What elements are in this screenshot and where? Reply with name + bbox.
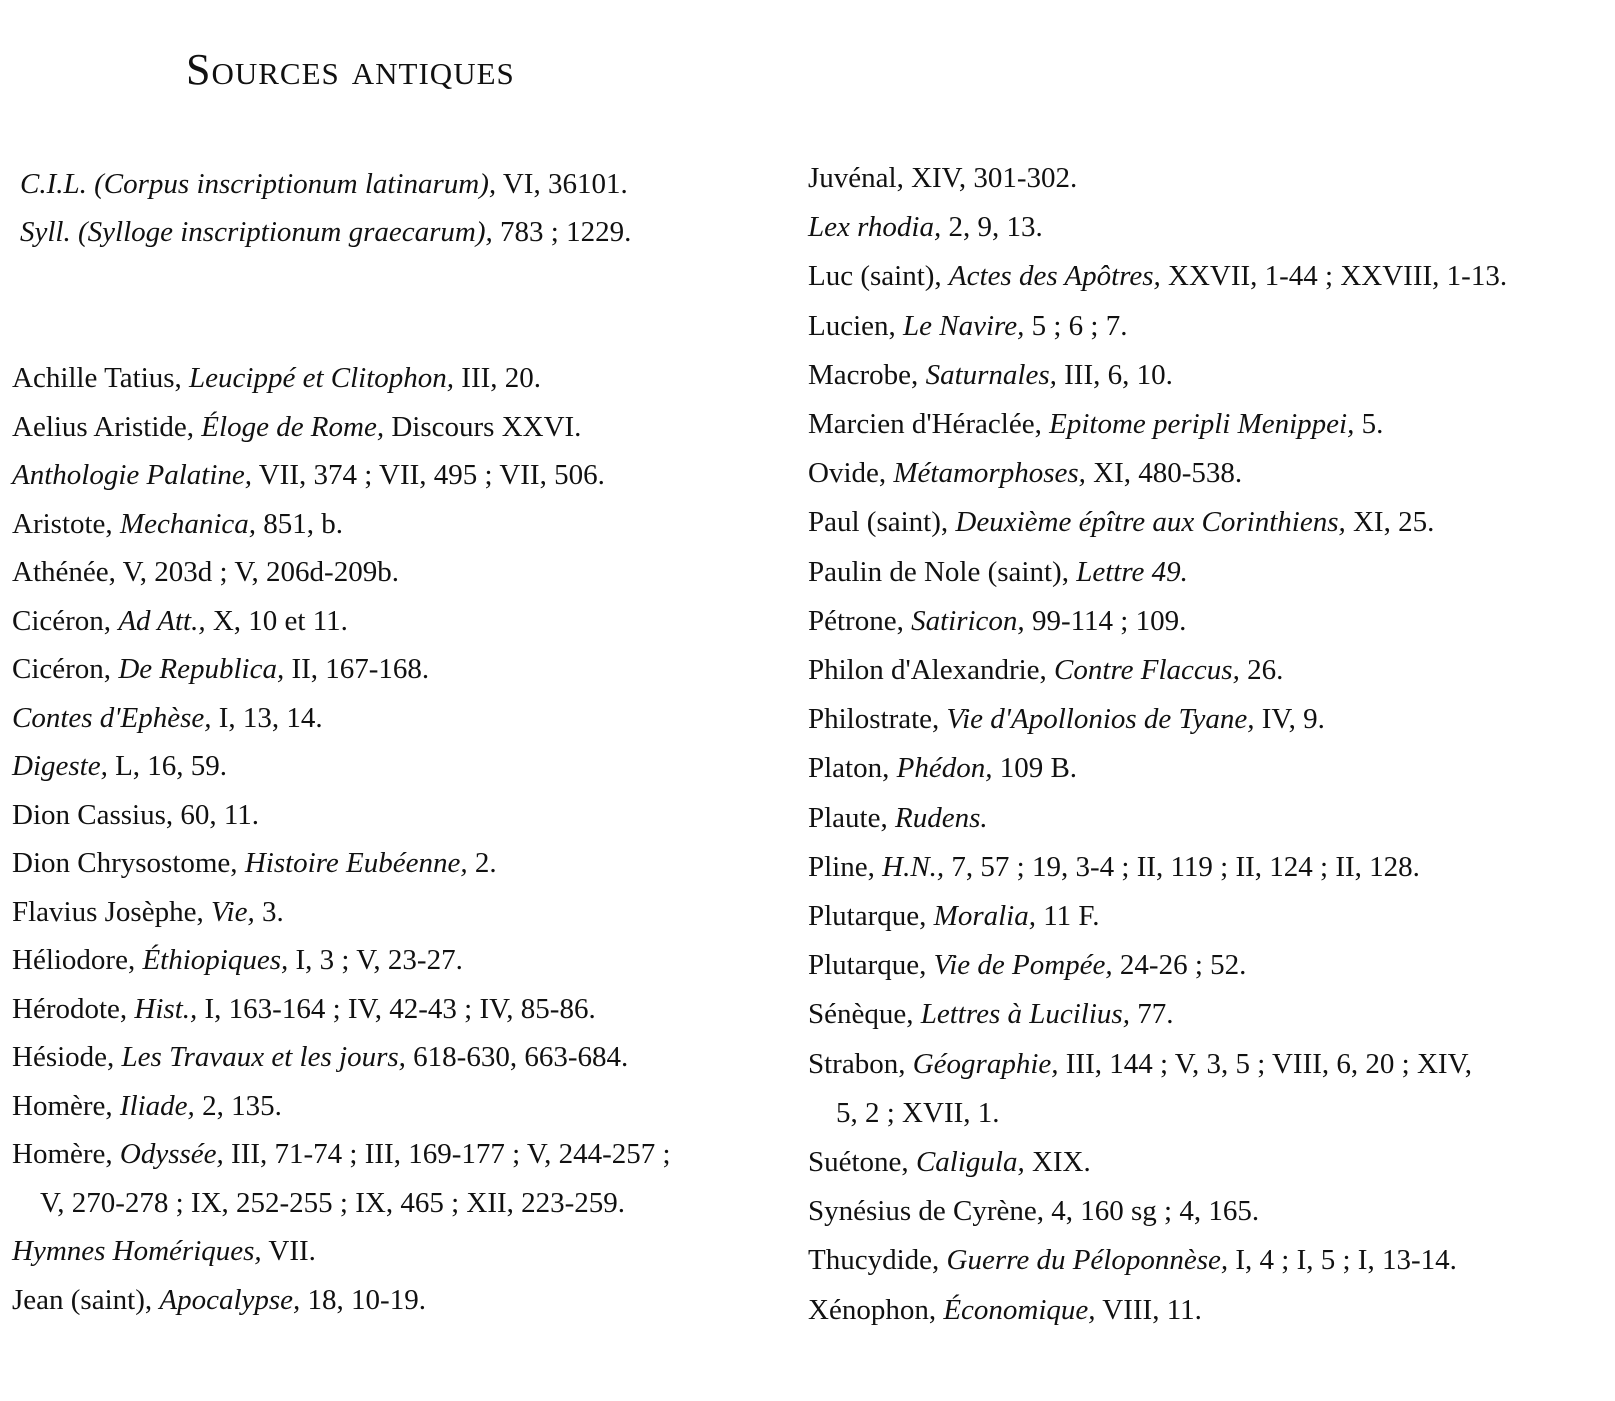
source-entry — [12, 1039, 628, 1075]
entry-author: Macrobe, — [808, 358, 926, 391]
source-entry — [808, 750, 1077, 786]
entry-work-title: Iliade, — [119, 1089, 195, 1122]
entry-author: Ovide, — [808, 457, 894, 490]
entry-reference: 2, 9, 13. — [941, 211, 1043, 244]
source-entry — [808, 160, 1077, 196]
entry-reference: 24-26 ; 52. — [1112, 949, 1247, 982]
entry-author: Platon, — [808, 752, 897, 785]
entry-work-title: C.I.L. (Corpus inscriptionum latinarum), — [20, 168, 497, 200]
entry-work-title: Hymnes Homériques, — [12, 1235, 262, 1267]
entry-work-title: Les Travaux et les jours, — [121, 1041, 406, 1073]
entry-work-title: Vie d'Apollonios de Tyane, — [946, 703, 1255, 736]
source-entry — [12, 1282, 426, 1318]
entry-author: Plaute, — [808, 801, 895, 834]
entry-work-title: Guerre du Péloponnèse, — [946, 1244, 1229, 1277]
entry-continuation — [12, 1185, 625, 1221]
source-entry — [808, 357, 1173, 393]
entry-reference: III, 20. — [454, 362, 542, 394]
entry-reference: IV, 9. — [1254, 703, 1325, 736]
source-entry — [12, 651, 429, 687]
entry-work-title: Lettre 49. — [1076, 555, 1188, 588]
source-entry — [12, 942, 463, 978]
entry-author: Cicéron, — [12, 653, 119, 685]
entry-author: Pétrone, — [808, 604, 912, 637]
entry-reference: VI, 36101. — [496, 168, 628, 200]
entry-reference: VIII, 11. — [1095, 1293, 1202, 1326]
entry-reference: 18, 10-19. — [300, 1283, 426, 1316]
entry-author: Cicéron, — [12, 604, 119, 637]
entry-author: Xénophon, — [808, 1293, 944, 1326]
entry-reference: II, 167-168. — [284, 653, 430, 685]
source-entry — [808, 554, 1188, 590]
entry-reference: XI, 25. — [1345, 506, 1435, 539]
entry-author: Flavius Josèphe, — [12, 895, 211, 928]
entry-author: Suétone, — [808, 1146, 916, 1178]
entry-reference: XIX. — [1024, 1146, 1091, 1178]
source-entry — [808, 1046, 1472, 1082]
entry-work-title: De Republica, — [118, 653, 285, 685]
entry-work-title: Epitome peripli Menippei, — [1049, 408, 1355, 440]
entry-author: Aristote, — [12, 507, 120, 540]
entry-reference: 26. — [1239, 654, 1284, 686]
entry-work-title: Caligula, — [915, 1146, 1025, 1178]
source-entry — [808, 603, 1186, 639]
entry-work-title: Leucippé et Clitophon, — [189, 362, 455, 394]
entry-author: Luc (saint), — [808, 260, 949, 293]
entry-author: Hésiode, — [12, 1041, 122, 1073]
source-entry — [20, 166, 628, 202]
source-entry — [12, 457, 605, 493]
entry-reference: 77. — [1129, 998, 1174, 1031]
entry-work-title: Odyssée, — [119, 1138, 224, 1170]
entry-reference: III, 71-74 ; III, 169-177 ; V, 244-257 ; — [223, 1138, 671, 1170]
entry-work-title: Moralia, — [933, 900, 1036, 932]
entry-reference: 618-630, 663-684. — [405, 1041, 629, 1073]
source-entry — [808, 1242, 1457, 1278]
entry-reference: I, 13, 14. — [211, 701, 323, 734]
entry-work-title: Syll. (Sylloge inscriptionum graecarum), — [20, 216, 493, 248]
entry-work-title: Digeste, — [12, 750, 108, 782]
entry-work-title: Hist., — [134, 992, 198, 1025]
entry-work-title: Vie, — [210, 895, 255, 928]
entry-reference: 5. — [1354, 408, 1384, 440]
entry-reference: L, 16, 59. — [107, 750, 228, 782]
entry-author: Homère, — [12, 1089, 120, 1122]
source-entry — [12, 603, 348, 639]
source-entry — [12, 1088, 282, 1124]
entry-reference: 3. — [254, 895, 284, 928]
entry-author: Paul (saint), — [808, 506, 956, 539]
entry-author: Philostrate, — [808, 703, 947, 736]
entry-work-title: Contre Flaccus, — [1054, 654, 1240, 686]
source-entry — [808, 947, 1246, 983]
entry-reference: I, 4 ; I, 5 ; I, 13-14. — [1228, 1244, 1457, 1277]
entry-continuation — [808, 1095, 1000, 1131]
source-entry — [808, 996, 1173, 1032]
entry-work-title: Vie de Pompée, — [933, 949, 1113, 982]
entry-author: Dion Chrysostome, — [12, 847, 245, 879]
entry-work-title: Saturnales, — [925, 358, 1057, 391]
entry-reference: VII, 374 ; VII, 495 ; VII, 506. — [252, 459, 605, 491]
entry-author: Dion Cassius, 60, 11. — [12, 798, 260, 831]
entry-work-title: Apocalypse, — [159, 1283, 301, 1316]
entry-reference: XI, 480-538. — [1085, 457, 1243, 490]
source-entry — [12, 845, 497, 881]
source-entry — [808, 455, 1242, 491]
entry-author: Plutarque, — [808, 949, 934, 982]
entry-work-title: Mechanica, — [119, 507, 257, 540]
entry-author: Sénèque, — [808, 998, 921, 1031]
entry-author: 5, 2 ; XVII, 1. — [836, 1096, 1000, 1129]
entry-reference: 109 B. — [992, 752, 1078, 785]
source-entry — [808, 701, 1325, 737]
entry-reference: VII. — [261, 1235, 316, 1267]
entry-work-title: Géographie, — [912, 1047, 1059, 1080]
entry-author: V, 270-278 ; IX, 252-255 ; IX, 465 ; XII, 223-259. — [40, 1186, 626, 1219]
entry-reference: I, 3 ; V, 23-27. — [288, 944, 463, 976]
entry-work-title: Actes des Apôtres, — [948, 260, 1161, 293]
entry-author: Pline, — [808, 850, 883, 883]
entry-work-title: Rudens. — [895, 801, 988, 834]
entry-reference: III, 144 ; V, 3, 5 ; VIII, 6, 20 ; XIV, — [1058, 1047, 1473, 1080]
source-entry — [808, 898, 1099, 934]
entry-work-title: Lettres à Lucilius, — [920, 998, 1130, 1031]
entry-reference: III, 6, 10. — [1056, 358, 1173, 391]
entry-reference: I, 163-164 ; IV, 42-43 ; IV, 85-86. — [197, 992, 596, 1025]
source-entry — [12, 360, 541, 396]
source-entry — [12, 700, 323, 736]
entry-author: Juvénal, XIV, 301-302. — [808, 162, 1078, 194]
entry-author: Paulin de Nole (saint), — [808, 555, 1077, 588]
entry-work-title: Lex rhodia, — [808, 211, 942, 244]
source-entry — [808, 800, 988, 836]
source-entry — [808, 1292, 1202, 1328]
entry-author: Thucydide, — [808, 1244, 947, 1277]
source-entry — [12, 1233, 316, 1269]
source-entry — [12, 506, 343, 542]
entry-work-title: Deuxième épître aux Corinthiens, — [955, 506, 1346, 539]
source-entry — [808, 849, 1420, 885]
entry-author: Héliodore, — [12, 944, 143, 976]
source-entry — [808, 406, 1383, 442]
source-entry — [808, 1193, 1259, 1229]
entry-reference: XXVII, 1-44 ; XXVIII, 1-13. — [1160, 260, 1508, 293]
source-entry — [12, 894, 284, 930]
source-entry — [20, 214, 631, 250]
source-entry — [808, 504, 1434, 540]
entry-reference: 783 ; 1229. — [492, 216, 632, 248]
entry-author: Strabon, — [808, 1047, 913, 1080]
entry-reference: 2. — [467, 847, 497, 879]
source-entry — [12, 991, 596, 1027]
entry-work-title: Le Navire, — [903, 309, 1025, 342]
entry-author: Aelius Aristide, — [12, 410, 202, 443]
entry-author: Homère, — [12, 1138, 120, 1170]
entry-author: Plutarque, — [808, 900, 934, 932]
entry-author: Hérodote, — [12, 992, 135, 1025]
entry-work-title: Ad Att., — [118, 604, 206, 637]
entry-reference: Discours XXVI. — [384, 410, 582, 443]
source-entry — [808, 308, 1128, 344]
entry-work-title: Contes d'Ephèse, — [12, 701, 212, 734]
entry-author: Athénée, V, 203d ; V, 206d-209b. — [12, 556, 399, 588]
entry-reference: 11 F. — [1035, 900, 1100, 932]
source-entry — [12, 748, 227, 784]
entry-author: Achille Tatius, — [12, 362, 190, 394]
entry-work-title: Satiricon, — [911, 604, 1025, 637]
source-entry — [808, 209, 1043, 245]
entry-work-title: Métamorphoses, — [893, 457, 1086, 490]
entry-work-title: Histoire Eubéenne, — [244, 847, 468, 879]
page-title: Sources antiques — [186, 45, 515, 94]
source-entry — [12, 554, 399, 590]
entry-work-title: Éloge de Rome, — [201, 410, 385, 443]
entry-author: Philon d'Alexandrie, — [808, 654, 1055, 686]
entry-work-title: Anthologie Palatine, — [12, 459, 253, 491]
entry-work-title: Phédon, — [896, 752, 993, 785]
source-entry — [12, 409, 581, 445]
entry-work-title: H.N., — [882, 850, 945, 883]
entry-reference: 99-114 ; 109. — [1024, 604, 1187, 637]
source-entry — [808, 1144, 1091, 1180]
entry-work-title: Économique, — [943, 1293, 1096, 1326]
entry-reference: X, 10 et 11. — [205, 604, 348, 637]
entry-author: Lucien, — [808, 309, 904, 342]
source-entry — [12, 1136, 671, 1172]
source-entry — [808, 258, 1507, 294]
source-entry — [12, 797, 259, 833]
entry-work-title: Éthiopiques, — [142, 944, 289, 976]
entry-reference: 7, 57 ; 19, 3-4 ; II, 119 ; II, 124 ; II, 128. — [944, 850, 1420, 883]
entry-reference: 5 ; 6 ; 7. — [1024, 309, 1128, 342]
entry-reference: 2, 135. — [194, 1089, 282, 1122]
entry-author: Jean (saint), — [12, 1283, 160, 1316]
entry-author: Marcien d'Héraclée, — [808, 408, 1050, 440]
source-entry — [808, 652, 1283, 688]
entry-author: Synésius de Cyrène, 4, 160 sg ; 4, 165. — [808, 1195, 1260, 1228]
entry-reference: 851, b. — [256, 507, 344, 540]
